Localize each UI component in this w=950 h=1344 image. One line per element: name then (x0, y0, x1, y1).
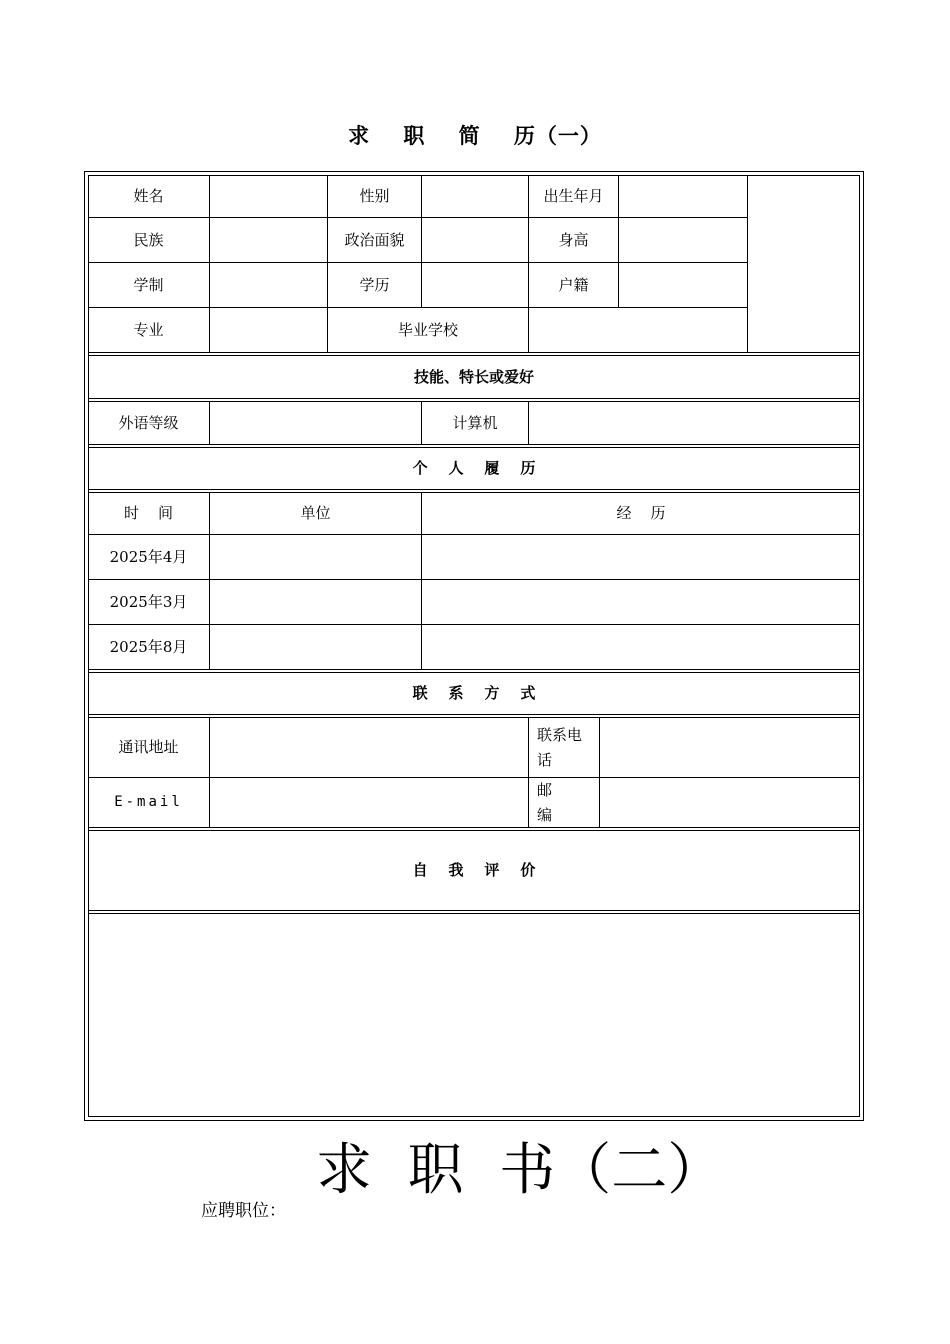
rule (88, 489, 860, 490)
rule (88, 913, 860, 914)
height-label: 身高 (558, 230, 589, 249)
history-row-time: 2025年8月 (109, 637, 188, 656)
rule (88, 714, 860, 715)
political-status-label: 政治面貌 (344, 230, 405, 249)
rule (209, 717, 210, 827)
postcode-label: 邮 编 (537, 780, 553, 824)
rule (528, 717, 529, 827)
gender-label: 性别 (359, 186, 390, 205)
phone-label: 联系电话 (537, 725, 583, 769)
rule (88, 827, 860, 828)
foreign-language-label: 外语等级 (118, 413, 179, 432)
self-evaluation-header: 自 我 评 价 (412, 861, 536, 879)
rule (88, 352, 860, 353)
rule (747, 175, 748, 352)
hukou-label: 户籍 (558, 275, 589, 294)
name-label: 姓名 (133, 186, 164, 205)
history-row-time: 2025年3月 (109, 592, 188, 611)
rule (209, 401, 210, 444)
time-column-header: 时 间 (123, 504, 174, 522)
rule (88, 398, 860, 399)
history-row-time: 2025年4月 (109, 547, 188, 566)
graduated-school-label: 毕业学校 (397, 320, 458, 339)
rule (618, 175, 619, 307)
rule (88, 910, 860, 911)
schooling-label: 学制 (133, 275, 164, 294)
document-title: 求 职 简 历（一） (348, 123, 602, 148)
rule (209, 175, 210, 352)
contact-section-header: 联 系 方 式 (412, 684, 536, 702)
skills-section-header: 技能、特长或爱好 (413, 367, 534, 386)
cover-letter-title: 求 职 书（二） (316, 1138, 724, 1203)
unit-column-header: 单位 (300, 504, 331, 522)
rule (528, 401, 529, 444)
applied-position-label: 应聘职位： (201, 1201, 286, 1221)
ethnicity-label: 民族 (133, 230, 164, 249)
experience-column-header: 经 历 (616, 504, 666, 522)
rule (421, 175, 422, 307)
computer-label: 计算机 (452, 413, 498, 432)
birth-date-label: 出生年月 (543, 186, 604, 205)
address-label: 通讯地址 (118, 738, 179, 756)
rule (599, 717, 600, 827)
major-label: 专业 (133, 320, 164, 339)
rule (88, 669, 860, 670)
history-section-header: 个 人 履 历 (412, 459, 536, 477)
education-label: 学历 (359, 275, 390, 294)
rule (88, 444, 860, 445)
email-label: E-mail (114, 794, 183, 810)
